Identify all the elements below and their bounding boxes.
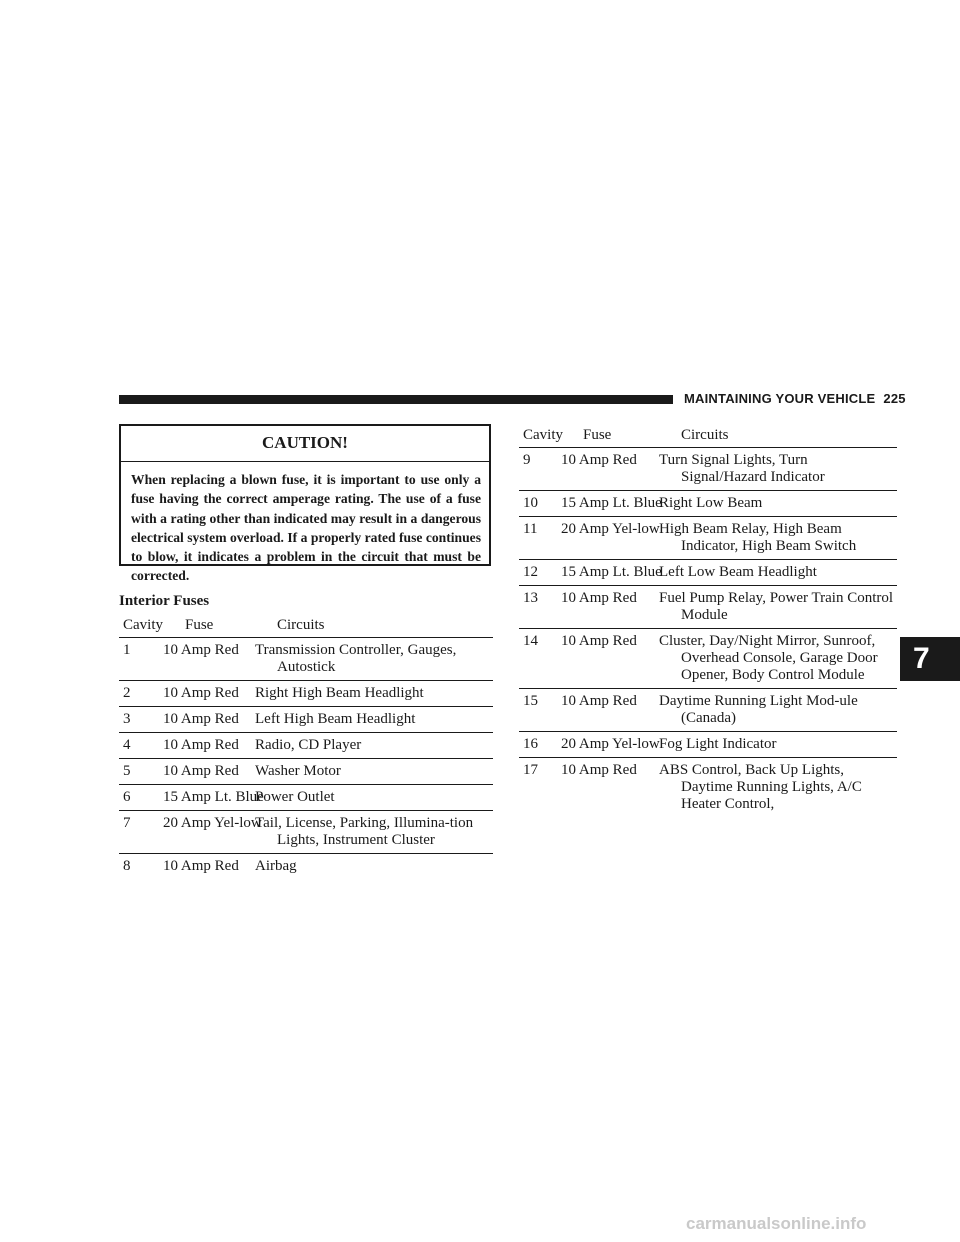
fuse-cell: 10 Amp Red [185, 681, 277, 707]
fuse-cell: 10 Amp Red [185, 854, 277, 880]
table-row [119, 854, 493, 880]
fuse-cell: 15 Amp Lt. Blue [583, 491, 681, 517]
table-row [119, 638, 493, 681]
fuse-cell: 10 Amp Red [583, 629, 681, 689]
column-header-cavity: Cavity [119, 617, 185, 638]
column-header-circuits: Circuits [277, 617, 493, 638]
cavity-cell: 2 [119, 681, 185, 707]
fuse-cell: 15 Amp Lt. Blue [185, 785, 277, 811]
cavity-cell: 4 [119, 733, 185, 759]
fuse-cell: 10 Amp Red [185, 638, 277, 681]
column-header-circuits: Circuits [681, 427, 897, 448]
circuits-cell: Turn Signal Lights, Turn Signal/Hazard Indicator [681, 448, 897, 491]
table-row [519, 560, 897, 586]
table-row [519, 586, 897, 629]
fuse-cell: 10 Amp Red [185, 733, 277, 759]
circuits-cell: Power Outlet [277, 785, 493, 811]
fuse-table-right [519, 427, 897, 817]
table-row [519, 758, 897, 818]
cavity-cell: 3 [119, 707, 185, 733]
table-row [119, 759, 493, 785]
table-row [119, 681, 493, 707]
circuits-cell: Left Low Beam Headlight [681, 560, 897, 586]
fuse-cell: 20 Amp Yel-low [583, 732, 681, 758]
fuse-cell: 10 Amp Red [185, 707, 277, 733]
table-header-row [519, 427, 897, 448]
table-row [119, 733, 493, 759]
cavity-cell: 14 [519, 629, 583, 689]
cavity-cell: 10 [519, 491, 583, 517]
fuse-cell: 20 Amp Yel-low [583, 517, 681, 560]
table-row [519, 448, 897, 491]
circuits-cell: Transmission Controller, Gauges, Autostick [277, 638, 493, 681]
cavity-cell: 9 [519, 448, 583, 491]
fuse-cell: 15 Amp Lt. Blue [583, 560, 681, 586]
cavity-cell: 11 [519, 517, 583, 560]
circuits-cell: Right Low Beam [681, 491, 897, 517]
cavity-cell: 7 [119, 811, 185, 854]
table-row [519, 629, 897, 689]
cavity-cell: 13 [519, 586, 583, 629]
column-header-fuse: Fuse [583, 427, 681, 448]
circuits-cell: Cluster, Day/Night Mirror, Sunroof, Overhead Console, Garage Door Opener, Body Control Module [681, 629, 897, 689]
fuse-table-left [119, 617, 493, 879]
section-title: Interior Fuses [119, 593, 210, 609]
circuits-cell: Fog Light Indicator [681, 732, 897, 758]
cavity-cell: 15 [519, 689, 583, 732]
column-header-cavity: Cavity [519, 427, 583, 448]
table-header-row [119, 617, 493, 638]
cavity-cell: 16 [519, 732, 583, 758]
fuse-cell: 10 Amp Red [583, 758, 681, 818]
cavity-cell: 17 [519, 758, 583, 818]
fuse-cell: 10 Amp Red [583, 586, 681, 629]
circuits-cell: Airbag [277, 854, 493, 880]
table-row [119, 811, 493, 854]
fuse-cell: 10 Amp Red [583, 689, 681, 732]
circuits-cell: High Beam Relay, High Beam Indicator, High Beam Switch [681, 517, 897, 560]
table-row [119, 707, 493, 733]
table-row [519, 491, 897, 517]
watermark: carmanualsonline.info [686, 1214, 867, 1233]
cavity-cell: 1 [119, 638, 185, 681]
table-row [119, 785, 493, 811]
caution-text: When replacing a blown fuse, it is important to use only a fuse having the correct amperage rating. The use of a fuse with a rating other than indicated may result in a dangerous electrical system overload. If a properly rated fuse continues to blow, it indicates a problem in the circuit that must be corrected. [131, 472, 481, 584]
column-header-fuse: Fuse [185, 617, 277, 638]
fuse-cell: 20 Amp Yel-low [185, 811, 277, 854]
table-row [519, 517, 897, 560]
fuse-cell: 10 Amp Red [185, 759, 277, 785]
page-number: 225 [883, 391, 906, 406]
circuits-cell: Washer Motor [277, 759, 493, 785]
cavity-cell: 8 [119, 854, 185, 880]
header-rule [119, 395, 673, 404]
section-name: MAINTAINING YOUR VEHICLE [684, 391, 876, 406]
circuits-cell: ABS Control, Back Up Lights, Daytime Running Lights, A/C Heater Control, [681, 758, 897, 818]
circuits-cell: Daytime Running Light Mod-ule (Canada) [681, 689, 897, 732]
cavity-cell: 12 [519, 560, 583, 586]
table-row [519, 689, 897, 732]
chapter-tab: 7 [900, 637, 960, 681]
cavity-cell: 5 [119, 759, 185, 785]
caution-title: CAUTION! [262, 433, 348, 452]
circuits-cell: Right High Beam Headlight [277, 681, 493, 707]
circuits-cell: Left High Beam Headlight [277, 707, 493, 733]
table-row [519, 732, 897, 758]
circuits-cell: Radio, CD Player [277, 733, 493, 759]
circuits-cell: Fuel Pump Relay, Power Train Control Module [681, 586, 897, 629]
caution-box [119, 424, 491, 584]
circuits-cell: Tail, License, Parking, Illumina-tion Lights, Instrument Cluster [277, 811, 493, 854]
cavity-cell: 6 [119, 785, 185, 811]
running-header [684, 391, 906, 406]
fuse-cell: 10 Amp Red [583, 448, 681, 491]
